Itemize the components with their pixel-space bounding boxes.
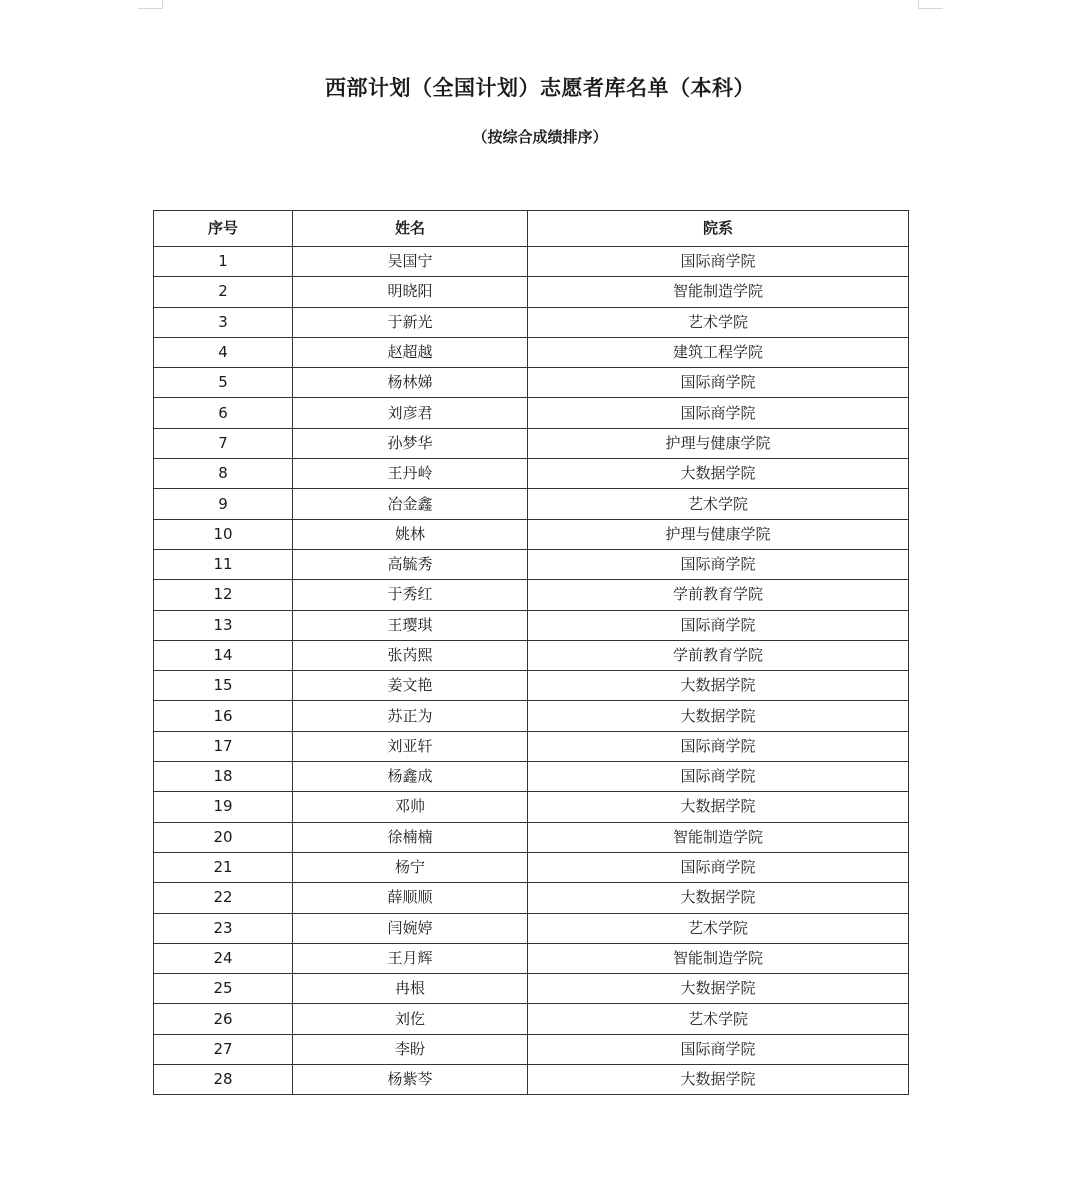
cell-department: 艺术学院 — [528, 307, 909, 337]
table-row — [154, 762, 909, 792]
table-row — [154, 974, 909, 1004]
table-row — [154, 398, 909, 428]
cell-index: 15 — [154, 671, 293, 701]
table-row — [154, 519, 909, 549]
cell-name: 邓帅 — [293, 792, 528, 822]
volunteer-table — [153, 210, 909, 1095]
table-row — [154, 913, 909, 943]
cell-index: 12 — [154, 580, 293, 610]
cell-department: 国际商学院 — [528, 731, 909, 761]
cell-index: 13 — [154, 610, 293, 640]
table-body — [154, 247, 909, 1095]
cell-index: 26 — [154, 1004, 293, 1034]
cell-department: 大数据学院 — [528, 883, 909, 913]
cell-index: 2 — [154, 277, 293, 307]
cell-name: 王丹岭 — [293, 459, 528, 489]
cell-index: 5 — [154, 368, 293, 398]
cell-name: 薛顺顺 — [293, 883, 528, 913]
cell-department: 护理与健康学院 — [528, 428, 909, 458]
cell-department: 艺术学院 — [528, 489, 909, 519]
cell-index: 21 — [154, 852, 293, 882]
table-row — [154, 277, 909, 307]
table-row — [154, 883, 909, 913]
page-corner-mark-left — [138, 0, 163, 9]
document-title: 西部计划（全国计划）志愿者库名单（本科） — [325, 76, 755, 100]
cell-name: 王璎琪 — [293, 610, 528, 640]
cell-department: 大数据学院 — [528, 1065, 909, 1095]
cell-department: 大数据学院 — [528, 974, 909, 1004]
table-row — [154, 337, 909, 367]
cell-name: 闫婉婷 — [293, 913, 528, 943]
table-row — [154, 307, 909, 337]
table-row — [154, 1034, 909, 1064]
cell-department: 艺术学院 — [528, 913, 909, 943]
cell-department: 智能制造学院 — [528, 943, 909, 973]
cell-department: 国际商学院 — [528, 852, 909, 882]
cell-department: 国际商学院 — [528, 368, 909, 398]
document-subtitle: （按综合成绩排序） — [472, 128, 608, 146]
table-row — [154, 640, 909, 670]
table-row — [154, 792, 909, 822]
cell-department: 大数据学院 — [528, 792, 909, 822]
cell-index: 27 — [154, 1034, 293, 1064]
cell-index: 14 — [154, 640, 293, 670]
cell-name: 王月辉 — [293, 943, 528, 973]
table-row — [154, 1065, 909, 1095]
table-header-row — [154, 211, 909, 247]
cell-department: 学前教育学院 — [528, 640, 909, 670]
cell-department: 大数据学院 — [528, 701, 909, 731]
cell-department: 智能制造学院 — [528, 822, 909, 852]
cell-name: 于秀红 — [293, 580, 528, 610]
cell-index: 9 — [154, 489, 293, 519]
cell-department: 大数据学院 — [528, 459, 909, 489]
cell-name: 姚林 — [293, 519, 528, 549]
cell-name: 杨鑫成 — [293, 762, 528, 792]
cell-index: 28 — [154, 1065, 293, 1095]
cell-name: 徐楠楠 — [293, 822, 528, 852]
cell-name: 于新光 — [293, 307, 528, 337]
cell-department: 学前教育学院 — [528, 580, 909, 610]
table-row — [154, 459, 909, 489]
cell-department: 智能制造学院 — [528, 277, 909, 307]
cell-index: 18 — [154, 762, 293, 792]
cell-department: 国际商学院 — [528, 247, 909, 277]
cell-department: 国际商学院 — [528, 398, 909, 428]
cell-name: 杨紫芩 — [293, 1065, 528, 1095]
cell-department: 建筑工程学院 — [528, 337, 909, 367]
table-row — [154, 368, 909, 398]
cell-index: 4 — [154, 337, 293, 367]
cell-name: 明晓阳 — [293, 277, 528, 307]
cell-index: 25 — [154, 974, 293, 1004]
cell-index: 17 — [154, 731, 293, 761]
cell-name: 姜文艳 — [293, 671, 528, 701]
header-department: 院系 — [528, 211, 909, 247]
cell-department: 国际商学院 — [528, 549, 909, 579]
page-corner-mark-right — [918, 0, 943, 9]
cell-department: 国际商学院 — [528, 1034, 909, 1064]
cell-index: 16 — [154, 701, 293, 731]
table-row — [154, 1004, 909, 1034]
cell-name: 赵超越 — [293, 337, 528, 367]
table-row — [154, 731, 909, 761]
table-row — [154, 943, 909, 973]
header-index: 序号 — [154, 211, 293, 247]
header-name: 姓名 — [293, 211, 528, 247]
cell-name: 高毓秀 — [293, 549, 528, 579]
table-row — [154, 852, 909, 882]
table-row — [154, 247, 909, 277]
cell-name: 张芮熙 — [293, 640, 528, 670]
cell-index: 7 — [154, 428, 293, 458]
cell-name: 杨林娣 — [293, 368, 528, 398]
cell-name: 苏正为 — [293, 701, 528, 731]
cell-name: 冉根 — [293, 974, 528, 1004]
table-row — [154, 428, 909, 458]
cell-name: 刘亚轩 — [293, 731, 528, 761]
table-row — [154, 701, 909, 731]
table-row — [154, 822, 909, 852]
cell-name: 杨宁 — [293, 852, 528, 882]
cell-department: 大数据学院 — [528, 671, 909, 701]
cell-index: 8 — [154, 459, 293, 489]
cell-department: 艺术学院 — [528, 1004, 909, 1034]
table-row — [154, 671, 909, 701]
table-row — [154, 610, 909, 640]
table-row — [154, 580, 909, 610]
cell-name: 李盼 — [293, 1034, 528, 1064]
cell-index: 6 — [154, 398, 293, 428]
cell-index: 11 — [154, 549, 293, 579]
cell-department: 护理与健康学院 — [528, 519, 909, 549]
cell-index: 10 — [154, 519, 293, 549]
cell-index: 3 — [154, 307, 293, 337]
cell-index: 1 — [154, 247, 293, 277]
cell-index: 24 — [154, 943, 293, 973]
table-row — [154, 489, 909, 519]
cell-department: 国际商学院 — [528, 610, 909, 640]
cell-department: 国际商学院 — [528, 762, 909, 792]
cell-name: 刘仡 — [293, 1004, 528, 1034]
cell-index: 22 — [154, 883, 293, 913]
table-row — [154, 549, 909, 579]
cell-name: 吴国宁 — [293, 247, 528, 277]
cell-name: 孙梦华 — [293, 428, 528, 458]
cell-index: 19 — [154, 792, 293, 822]
cell-index: 20 — [154, 822, 293, 852]
cell-name: 刘彦君 — [293, 398, 528, 428]
cell-name: 冶金鑫 — [293, 489, 528, 519]
cell-index: 23 — [154, 913, 293, 943]
